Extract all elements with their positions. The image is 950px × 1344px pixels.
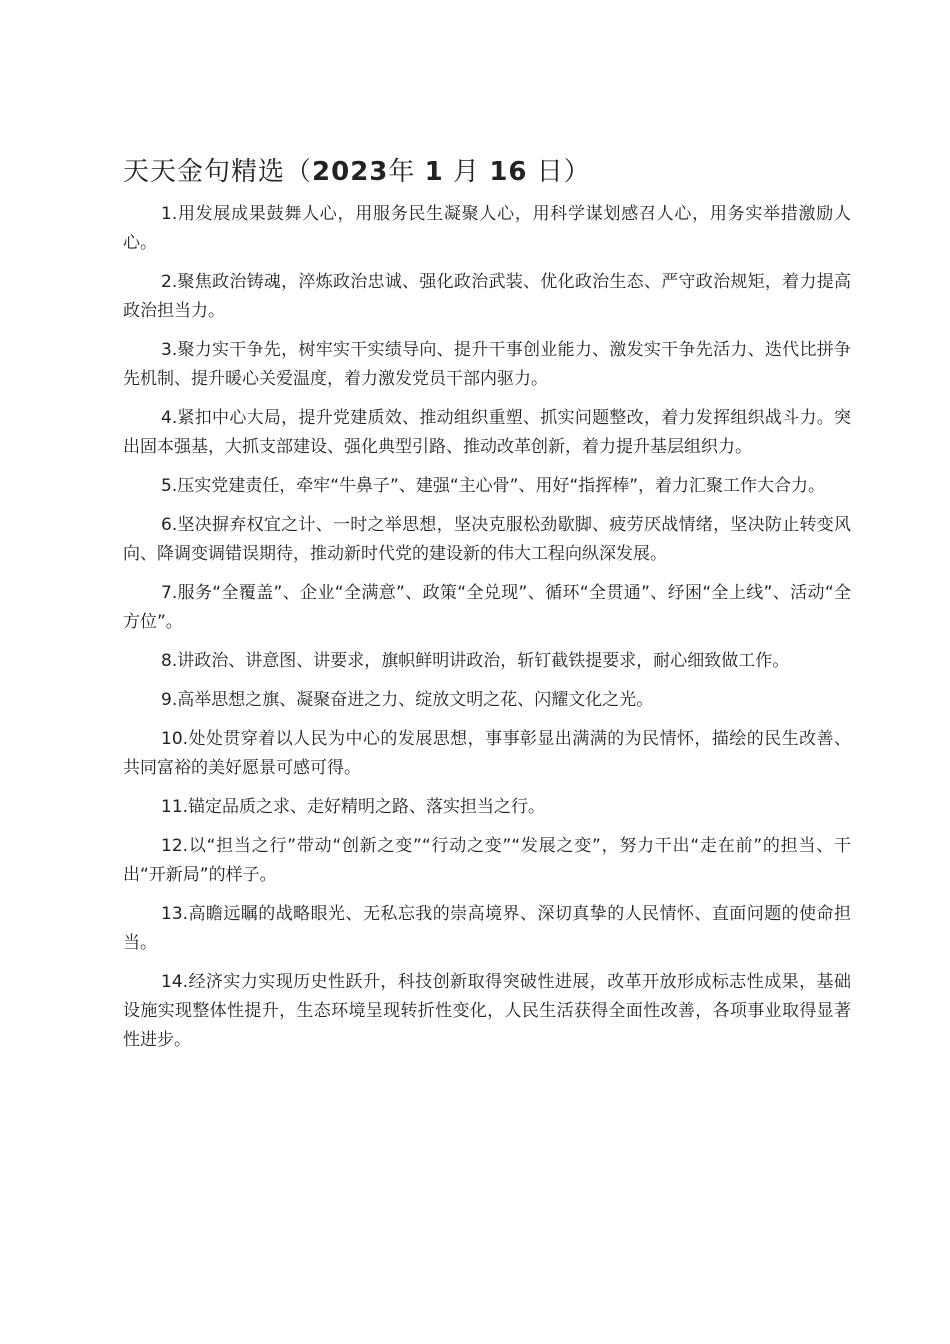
title-year-char: 年	[388, 157, 416, 187]
quote-item-10: 10.处处贯穿着以人民为中心的发展思想，事事彰显出满满的为民情怀，描绘的民生改善、共同富裕的美好愿景可感可得。	[123, 729, 851, 778]
quote-item-14: 14.经济实力实现历史性跃升，科技创新取得突破性进展，改革开放形成标志性成果，基础设施实现整体性提升，生态环境呈现转折性变化，人民生活获得全面性改善，各项事业取得显著性进步。	[123, 972, 851, 1050]
document-page	[123, 150, 851, 1065]
quote-item-6: 6.坚决摒弃权宜之计、一时之举思想，坚决克服松劲歇脚、疲劳厌战情绪，坚决防止转变风向、降调变调错误期待，推动新时代党的建设新的伟大工程向纵深发展。	[123, 515, 851, 564]
quote-item-4: 4.紧扣中心大局，提升党建质效、推动组织重塑、抓实问题整改，着力发挥组织战斗力。突出固本强基，大抓支部建设、强化典型引路、推动改革创新，着力提升基层组织力。	[123, 408, 851, 457]
quote-item-13: 13.高瞻远瞩的战略眼光、无私忘我的崇高境界、深切真挚的人民情怀、直面问题的使命担当。	[123, 904, 851, 953]
quote-item-7: 7.服务“全覆盖”、企业“全满意”、政策“全兑现”、循环“全贯通”、纾困“全上线”、活动“全方位”。	[123, 583, 851, 632]
title-month: 1	[424, 157, 444, 187]
quote-item-11: 11.锚定品质之求、走好精明之路、落实担当之行。	[161, 797, 546, 817]
quote-item-12: 12.以“担当之行”带动“创新之变”“行动之变”“发展之变”，努力干出“走在前”的担当、干出“开新局”的样子。	[123, 836, 851, 885]
title-month-char: 月	[453, 157, 481, 187]
document-title	[123, 150, 851, 194]
title-suffix: 日）	[536, 157, 591, 187]
title-year: 2023	[312, 157, 389, 187]
title-day: 16	[489, 157, 528, 187]
title-prefix: 天天金句精选（	[123, 157, 313, 187]
quote-item-3: 3.聚力实干争先，树牢实干实绩导向、提升干事创业能力、激发实干争先活力、迭代比拼争先机制、提升暖心关爱温度，着力激发党员干部内驱力。	[123, 340, 851, 389]
quote-item-8: 8.讲政治、讲意图、讲要求，旗帜鲜明讲政治，斩钉截铁提要求，耐心细致做工作。	[161, 651, 790, 671]
quote-item-1: 1.用发展成果鼓舞人心，用服务民生凝聚人心，用科学谋划感召人心，用务实举措激励人心。	[123, 204, 851, 253]
quote-item-2: 2.聚焦政治铸魂，淬炼政治忠诚、强化政治武装、优化政治生态、严守政治规矩，着力提高政治担当力。	[123, 272, 851, 321]
quote-item-9: 9.高举思想之旗、凝聚奋进之力、绽放文明之花、闪耀文化之光。	[161, 690, 654, 710]
quote-item-5: 5.压实党建责任，牵牢“牛鼻子”、建强“主心骨”、用好“指挥棒”，着力汇聚工作大合力。	[161, 476, 826, 496]
